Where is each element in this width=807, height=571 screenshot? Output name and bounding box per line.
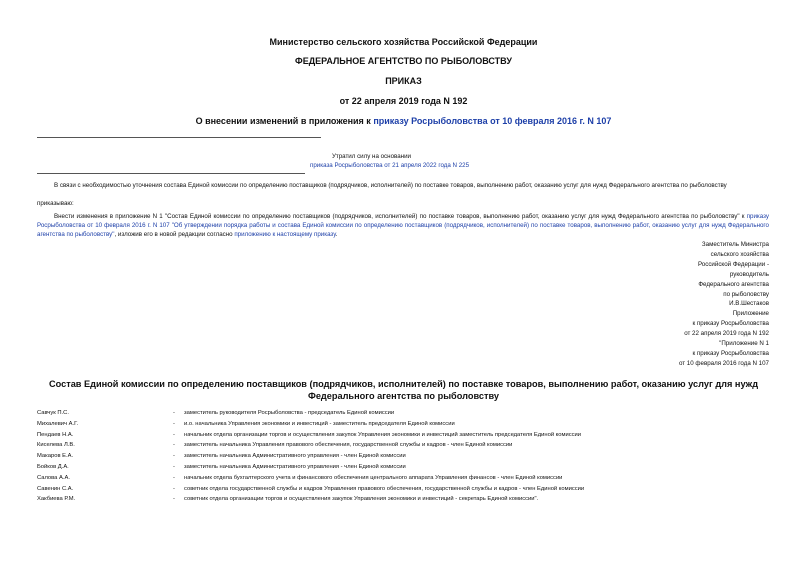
member-dash: - (173, 420, 175, 427)
member-dash: - (173, 464, 175, 470)
member-name: Михалевич А.Г. (37, 420, 79, 427)
signature-line: сельского хозяйства (710, 250, 769, 258)
signature-line: Заместитель Министра (701, 241, 769, 248)
signature-line: руководитель (729, 270, 769, 278)
signature-line: Российской Федерации - (697, 260, 769, 268)
prikazyvayu-text: приказываю: (37, 200, 74, 207)
appendix-link[interactable]: приложению к настоящему приказу (234, 231, 336, 238)
commission-title: Состав Единой комиссии по определению поставщиков (подрядчиков, исполнителей) по поставке товаров, выполнению работ, оказанию услуг для нужд Федерального агентства по рыболовству (48, 379, 759, 401)
preamble-paragraph: В связи с необходимостью уточнения состава Единой комиссии по определению поставщиков (подрядчиков, исполнителей) по поставке товаров, выполнению работ, оказанию услуг для нужд Федерального агентства по рыболовству (54, 182, 727, 189)
member-name: Макаров Е.А. (37, 453, 74, 460)
appendix-line: к приказу Росрыболовства (692, 349, 769, 357)
member-title: начальник отдела бухгалтерского учета и финансового обеспечения центрального аппарата Управления финансов - член Единой комиссии (184, 474, 563, 481)
member-title: заместитель начальника Административного управления - член Единой комиссии (184, 453, 406, 460)
signature-line: по рыболовству (723, 290, 769, 298)
member-row (0, 432, 807, 442)
signature-name: И.В.Шестаков (729, 300, 769, 308)
subject-order-link[interactable]: приказу Росрыболовства от 10 февраля 2016 г. N 107 (373, 116, 612, 126)
member-title: заместитель начальника Управления правового обеспечения, государственной службы и кадров - член Единой комиссии (184, 442, 513, 449)
member-dash: - (173, 431, 175, 438)
doc-subject (0, 116, 807, 126)
member-row (0, 421, 807, 431)
status-note-link[interactable]: приказа Росрыболовства от 21 апреля 2022 года N 225 (310, 162, 470, 169)
member-row (0, 464, 807, 474)
member-row (0, 453, 807, 463)
member-row (0, 496, 807, 506)
member-title: начальник отдела организации торгов и осуществления закупок Управления экономики и инвестиций заместитель председателя Единой комиссии (184, 431, 581, 438)
member-row (0, 410, 807, 420)
member-name: Хакбиева Р.М. (37, 496, 76, 503)
doc-date-number: от 22 апреля 2019 года N 192 (339, 96, 468, 106)
order-text-b: , изложив его в новой редакции согласно (114, 231, 235, 238)
member-title: заместитель начальника Административного управления - член Единой комиссии (184, 464, 406, 470)
member-title: заместитель руководителя Росрыболовства - председатель Единой комиссии (184, 410, 395, 416)
appendix-line: от 10 февраля 2016 года N 107 (678, 359, 769, 367)
order-link[interactable]: приказу Росрыболовства от 10 февраля 2016 г. N 107 "Об утверждении порядка работы и состава Единой комиссии по определению поставщиков (подрядчиков, исполнителей) по поставке товаров, выполнению работ, оказанию услуг для нужд Федерального агентства по рыболовству" (37, 213, 769, 238)
appendix-line: "Приложение N 1 (719, 340, 769, 348)
member-name: Савенин С.А. (37, 485, 74, 492)
member-name: Бойков Д.А. (37, 464, 69, 470)
member-row (0, 442, 807, 452)
appendix-line: к приказу Росрыболовства (692, 320, 769, 328)
member-dash: - (173, 453, 175, 460)
member-dash: - (173, 485, 175, 492)
member-row (0, 486, 807, 496)
signature-block (609, 240, 769, 369)
member-row (0, 475, 807, 485)
doc-subject-text: О внесении изменений в приложения к (195, 116, 374, 126)
member-title: советник отдела государственной службы и кадров Управления правового обеспечения, государственной службы и кадров - член Единой комиссии (184, 485, 585, 492)
appendix-line: от 22 апреля 2019 года N 192 (684, 330, 769, 338)
order-text-end: . (335, 231, 338, 238)
member-name: Пендаев Н.А. (37, 431, 74, 438)
member-dash: - (173, 496, 175, 503)
agency-heading: ФЕДЕРАЛЬНОЕ АГЕНТСТВО ПО РЫБОЛОВСТВУ (295, 56, 512, 66)
member-dash: - (173, 410, 175, 416)
member-name: Киселева Л.В. (37, 442, 75, 449)
member-name: Савчук П.С. (37, 410, 69, 416)
order-text-a: Внести изменения в приложение N 1 "Состав Единой комиссии по определению поставщиков (подрядчиков, исполнителей) по поставке товаров, выполнению работ, оказанию услуг для нужд Федерального агентства по рыболовству" к (54, 213, 747, 220)
separator-line (37, 137, 321, 138)
member-dash: - (173, 474, 175, 481)
member-title: и.о. начальника Управления экономики и инвестиций - заместитель председателя Единой комиссии (184, 420, 455, 427)
doc-type-heading: ПРИКАЗ (385, 76, 422, 86)
signature-line: Федерального агентства (698, 280, 769, 288)
member-dash: - (173, 442, 175, 449)
status-note-line: Утратил силу на основании (331, 153, 411, 160)
separator-line-2 (37, 173, 305, 174)
order-paragraph (37, 212, 769, 239)
appendix-line: Приложение (732, 310, 769, 318)
member-title: советник отдела организации торгов и осуществления закупок Управления экономики и инвестиций - секретарь Единой комиссии". (184, 496, 539, 503)
ministry-heading: Министерство сельского хозяйства Российской Федерации (269, 37, 538, 47)
member-name: Салова А.А. (37, 474, 70, 481)
